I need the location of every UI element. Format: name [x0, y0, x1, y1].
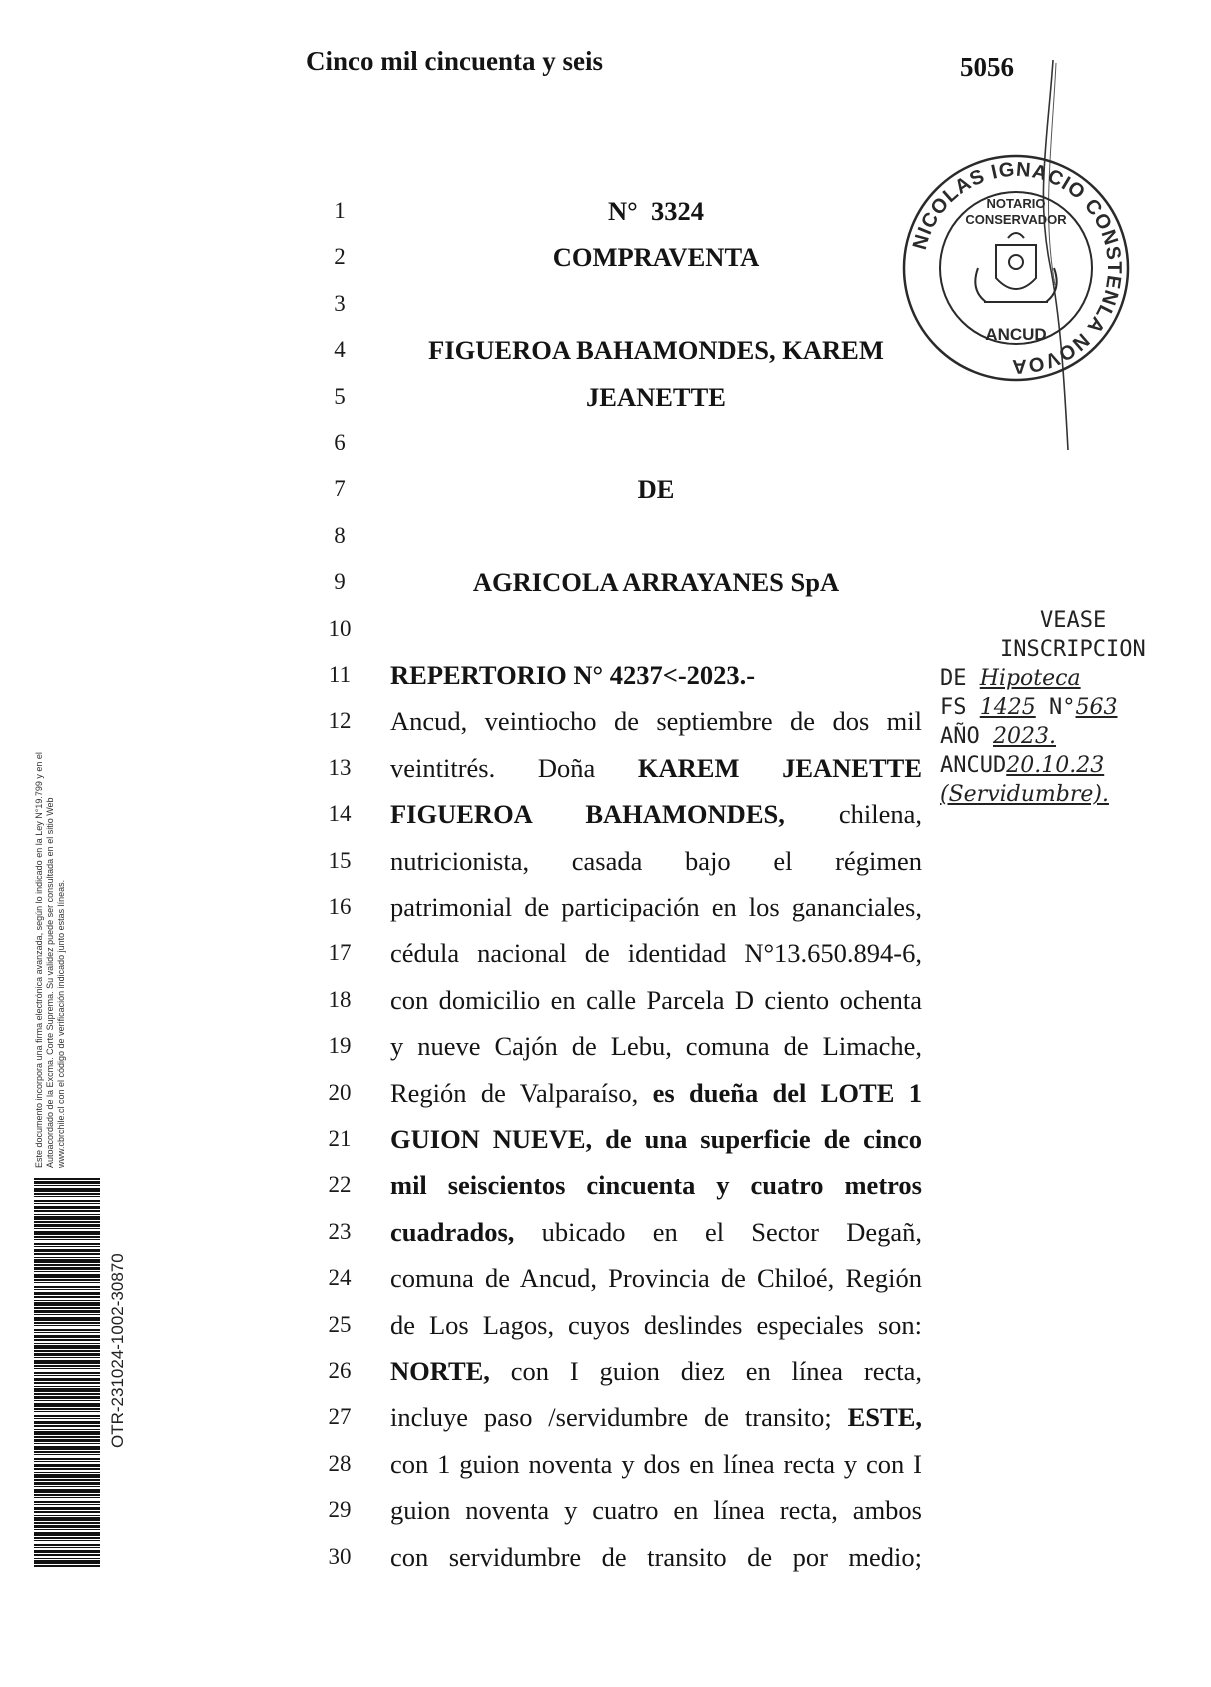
line-number: 10: [328, 615, 352, 641]
line-number: 11: [328, 662, 352, 687]
line-number: 8: [334, 522, 346, 548]
line-number: 23: [328, 1218, 352, 1244]
notation-prefix: DE: [940, 666, 967, 691]
line-number: 15: [328, 847, 352, 873]
line-number: 17: [328, 940, 352, 966]
line-text: patrimonial de participación en los gananciales,: [390, 892, 922, 922]
line-number: 14: [328, 801, 352, 827]
line-text: con 1 guion noventa y dos en línea recta y con I: [390, 1448, 922, 1479]
verification-barcode: [34, 1178, 100, 1570]
line-text: guion noventa y cuatro en línea recta, ambos: [390, 1495, 922, 1526]
page-header-number: 5056: [960, 52, 1014, 82]
line-number: 27: [328, 1404, 352, 1430]
line-number: 5: [334, 383, 346, 409]
coat-of-arms-icon: [975, 233, 1056, 302]
line-text: AGRICOLA ARRAYANES SpA: [472, 567, 840, 598]
line-text: de Los Lagos, cuyos deslindes especiales son:: [390, 1309, 922, 1340]
line-text: y nueve Cajón de Lebu, comuna de Limache,: [390, 1031, 922, 1062]
barcode-code: OTR-231024-1002-30870: [108, 1253, 127, 1448]
line-number: 20: [328, 1079, 352, 1105]
line-text: COMPRAVENTA: [552, 242, 760, 273]
line-number: 19: [328, 1033, 352, 1059]
line-number: 6: [334, 430, 346, 455]
line-number: 30: [328, 1543, 352, 1569]
line-number: 25: [328, 1311, 352, 1337]
line-text: DE: [637, 474, 675, 505]
seal-title: NOTARIO: [986, 196, 1046, 211]
line-text: con servidumbre de transito de por medio;: [390, 1541, 922, 1572]
notation-line-4: [940, 693, 1190, 722]
line-number: 1: [334, 198, 346, 223]
line-number: 7: [334, 476, 346, 502]
notation-prefix: FS: [940, 695, 967, 720]
notation-line-2: INSCRIPCION: [1000, 637, 1146, 662]
line-text: Región de Valparaíso, es dueña del LOTE 1: [390, 1077, 922, 1108]
notation-line-5: [940, 722, 1190, 751]
line-text: cédula nacional de identidad N°13.650.894-6,: [390, 938, 922, 969]
notation-handwritten: 1425: [979, 695, 1036, 720]
line-number: 12: [328, 708, 352, 734]
line-text: GUION NUEVE, de una superficie de cinco: [390, 1124, 922, 1154]
line-text: cuadrados, ubicado en el Sector Degañ,: [390, 1216, 922, 1247]
notation-line-3: [940, 664, 1190, 693]
line-text: con domicilio en calle Parcela D ciento ochenta: [390, 984, 922, 1015]
line-text: FIGUEROA BAHAMONDES, chilena,: [390, 799, 922, 830]
notary-seal: [898, 150, 1134, 386]
line-number: 16: [328, 894, 352, 919]
notation-prefix: ANCUD: [940, 753, 1007, 778]
line-number: 13: [328, 754, 352, 780]
line-number: 2: [334, 244, 346, 270]
notation-handwritten: 2023.: [993, 724, 1056, 749]
line-text: NORTE, con I guion diez en línea recta,: [390, 1356, 922, 1386]
line-text: mil seiscientos cincuenta y cuatro metros: [390, 1170, 922, 1201]
notation-line-6: [940, 751, 1190, 780]
notation-handwritten: 563: [1075, 695, 1118, 720]
line-text: nutricionista, casada bajo el régimen: [390, 845, 922, 876]
notation-handwritten: 20.10.23: [1006, 753, 1105, 778]
marginal-notation: [940, 606, 1190, 809]
line-text: N° 3324: [608, 196, 704, 226]
line-number: 26: [328, 1358, 352, 1383]
electronic-signature-notice: Este documento incorpora una firma electrónica avanzada, según lo indicado en la Ley N°19.799 y en el Autoacordado de la Excma. Corte Suprema. Su validez puede ser consultada en el sitio Web www.cbrchile.cl con el código de verificación indicado junto estas líneas.: [34, 752, 66, 1168]
line-text: veintitrés. Doña KAREM JEANETTE: [390, 752, 922, 783]
page-header-words: Cinco mil cincuenta y seis: [306, 46, 603, 76]
notation-prefix: AÑO: [940, 724, 980, 749]
line-number: 24: [328, 1265, 352, 1291]
line-number: 9: [334, 569, 346, 595]
line-number: 29: [328, 1497, 352, 1523]
line-number: 3: [334, 290, 346, 316]
notation-line-1: VEASE: [1040, 608, 1107, 633]
notation-line-7: (Servidumbre).: [940, 782, 1109, 807]
line-text: Ancud, veintiocho de septiembre de dos mil: [390, 706, 922, 737]
line-text: REPERTORIO N° 4237<-2023.-: [390, 660, 756, 690]
seal-subtitle: CONSERVADOR: [965, 212, 1067, 227]
line-number: 28: [328, 1450, 352, 1476]
line-text: comuna de Ancud, Provincia de Chiloé, Región: [390, 1263, 922, 1294]
line-text: JEANETTE: [586, 381, 726, 412]
line-text: incluye paso /servidumbre de transito; ESTE,: [390, 1402, 922, 1433]
seal-ring-text: NICOLAS IGNACIO CONSTENLA NOVOA: [908, 158, 1126, 378]
line-number: 4: [334, 337, 346, 363]
line-number: 21: [328, 1126, 352, 1151]
line-number: 22: [328, 1172, 352, 1198]
notation-handwritten: Hipoteca: [979, 666, 1081, 691]
line-number: 18: [328, 986, 352, 1012]
notation-prefix: N°: [1049, 695, 1076, 720]
line-text: FIGUEROA BAHAMONDES, KAREM: [428, 335, 884, 366]
seal-city: ANCUD: [985, 325, 1047, 344]
